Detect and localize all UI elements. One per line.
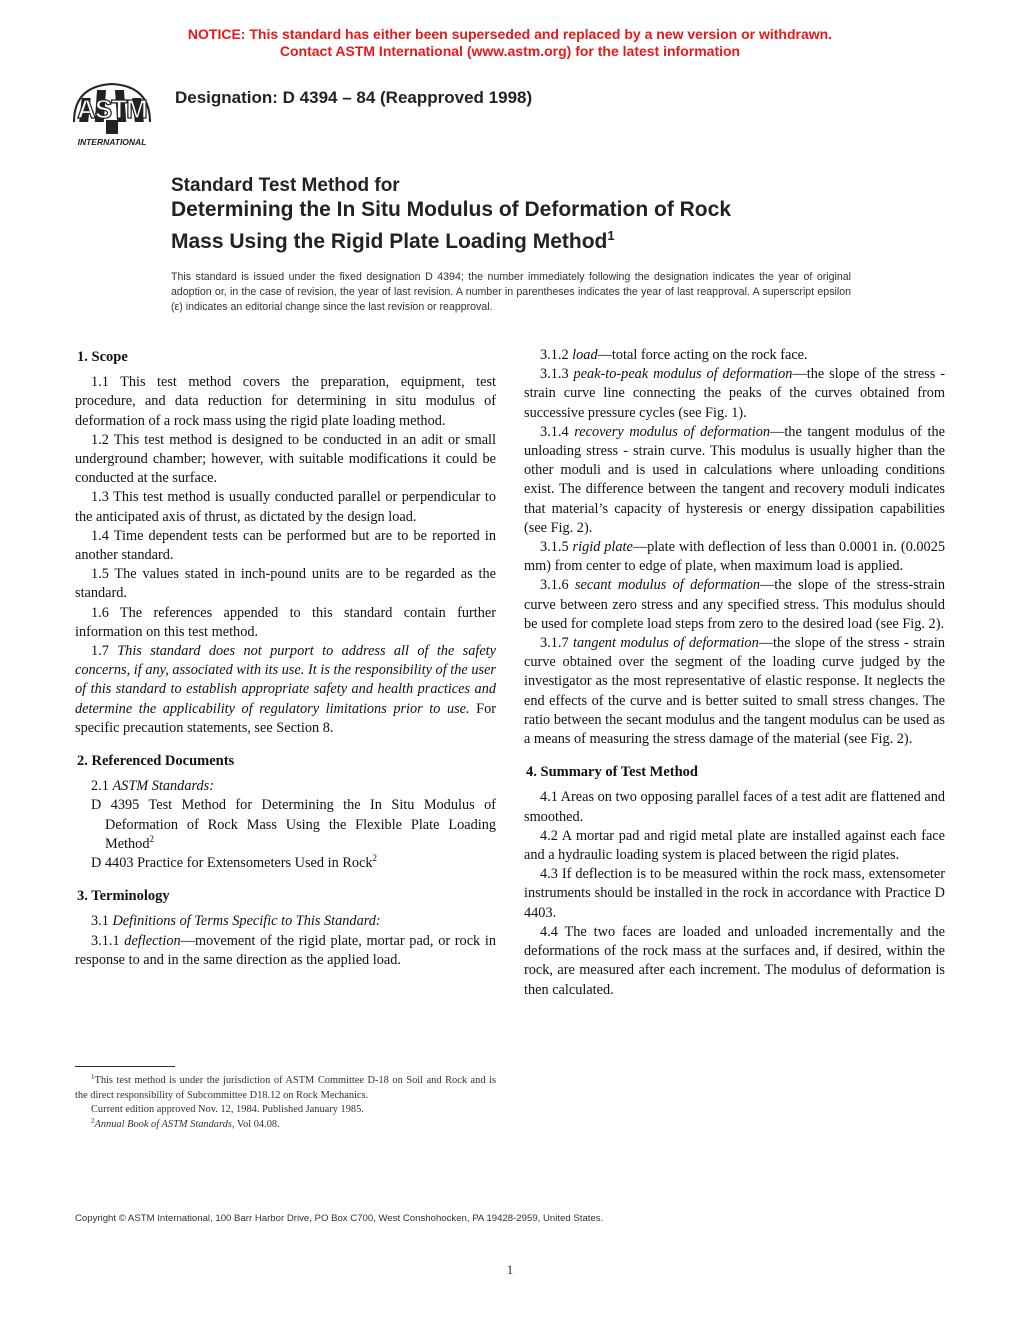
paragraph-4-1: 4.1 Areas on two opposing parallel faces of a test adit are flattened and smoothed. xyxy=(524,789,945,825)
footnote-2 xyxy=(75,1118,496,1133)
definition-secant-modulus-text: —the slope of the stress-strain curve between zero stress and any specified stress. This modulus should be used for complete load steps from zero to the desired load (see Fig. 2). xyxy=(524,577,946,632)
paragraph-1-2: 1.2 This test method is designed to be conducted in an adit or small underground chamber; however, with suitable modifications it could be conducted at the surface. xyxy=(75,431,496,487)
left-column xyxy=(75,345,496,970)
paragraph-2-1 xyxy=(75,777,496,796)
section-heading-summary: 4. Summary of Test Method xyxy=(526,764,698,781)
footnotes xyxy=(75,1074,496,1132)
footnote-divider xyxy=(75,1066,175,1067)
definition-deflection-term: deflection xyxy=(124,932,181,949)
logo-subtext: INTERNATIONAL xyxy=(77,137,147,147)
paragraph-2-1-number: 2.1 xyxy=(91,778,113,795)
paragraph-1-3: 1.3 This test method is usually conducted parallel or perpendicular to the anticipated axis of thrust, as dictated by the design load. xyxy=(75,489,496,525)
reference-d4395-text: D 4395 Test Method for Determining the In Situ Modulus of Deformation of Rock Mass Using the Flexible Plate Loading Method xyxy=(91,797,496,852)
title-line-2: Determining the In Situ Modulus of Deformation of Rock xyxy=(171,198,731,221)
definition-tangent-modulus xyxy=(524,634,945,749)
right-column xyxy=(524,346,945,1000)
section-heading-scope: 1. Scope xyxy=(77,349,128,365)
definition-recovery-modulus-term: recovery modulus of deformation xyxy=(574,423,771,440)
definition-deflection-text: —movement of the rigid plate, mortar pad, or rock in response to and in the same direction as the applied load. xyxy=(75,932,497,968)
footnote-1-mark: 1 xyxy=(91,1073,95,1081)
definition-tangent-modulus-text: —the slope of the stress - strain curve obtained over the segment of the loading curve judged by the investigator as the most representative of elastic response. It neglects the end effects of the curve and is better suited to small stress changes. The ratio between the secant modulus and the tangent modulus can be used as a means of measuring the stress damage of the material (see Fig. 2). xyxy=(524,635,946,748)
footnote-1-edition: Current edition approved Nov. 12, 1984. Published January 1985. xyxy=(91,1104,364,1115)
paragraph-3-1 xyxy=(75,912,496,931)
definition-rigid-plate-term: rigid plate xyxy=(572,539,633,556)
definition-rigid-plate xyxy=(524,538,945,576)
definition-recovery-modulus-number: 3.1.4 xyxy=(540,423,575,440)
definition-peak-to-peak xyxy=(524,365,945,423)
title-footnote-mark: 1 xyxy=(607,228,615,243)
definition-deflection-number: 3.1.1 xyxy=(91,932,125,949)
definition-rigid-plate-text: —plate with deflection of less than 0.0001 in. (0.0025 mm) from center to edge of plate, when maximum load is applied. xyxy=(524,539,946,575)
definition-secant-modulus xyxy=(524,576,945,634)
definition-load-number: 3.1.2 xyxy=(540,347,573,363)
paragraph-3-1-italic: Definitions of Terms Specific to This Standard: xyxy=(112,913,381,930)
page-number: 1 xyxy=(506,1262,514,1277)
astm-logo xyxy=(62,76,162,148)
paragraph-1-4: 1.4 Time dependent tests can be performed but are to be reported in another standard. xyxy=(75,527,496,564)
title-line-3-text: Mass Using the Rigid Plate Loading Method xyxy=(171,230,608,253)
paragraph-4-2: 4.2 A mortar pad and rigid metal plate are installed against each face and a hydraulic loading system is placed between the rigid plates. xyxy=(524,827,945,864)
astm-logo-mark xyxy=(62,76,162,148)
paragraph-1-7-rest: For specific precaution statements, see Section 8. xyxy=(75,700,496,736)
issuance-note: This standard is issued under the fixed designation D 4394; the number immediately following the designation indicates the year of original adoption or, in the case of revision, the year of last revision. A number in parentheses indicates the year of last reapproval. A superscript epsilon (ε) indicates an editorial change since the last revision or reapproval. xyxy=(171,271,851,313)
reference-d4395 xyxy=(75,796,496,854)
definition-peak-to-peak-term: peak-to-peak modulus of deformation xyxy=(573,366,793,383)
reference-d4403-sup: 2 xyxy=(372,853,377,864)
definition-peak-to-peak-number: 3.1.3 xyxy=(540,366,574,383)
paragraph-1-7-italic: This standard does not purport to address all of the safety concerns, if any, associated with its use. It is the responsibility of the user of this standard to establish appropriate safety and health practices and determine the applicability of regulatory limitations prior to use. xyxy=(75,643,496,717)
footnote-2-italic: Annual Book of ASTM Standards, xyxy=(94,1118,235,1130)
paragraph-2-1-italic: ASTM Standards: xyxy=(112,778,214,795)
footnote-2-mark: 2 xyxy=(91,1116,95,1125)
definition-secant-modulus-term: secant modulus of deformation xyxy=(574,577,760,594)
paragraph-3-1-number: 3.1 xyxy=(91,913,113,930)
reference-d4403 xyxy=(75,854,496,873)
reference-d4395-sup: 2 xyxy=(149,833,154,844)
notice-banner xyxy=(0,26,1020,60)
definition-tangent-modulus-term: tangent modulus of deformation xyxy=(573,635,759,652)
paragraph-1-7 xyxy=(75,642,496,738)
paragraph-4-4: 4.4 The two faces are loaded and unloaded incrementally and the deformations of the rock mass at the surfaces and, if desired, within the rock, are measured after each increment. The modulus of deformation is then calculated. xyxy=(524,923,945,998)
definition-deflection xyxy=(75,932,496,970)
footnote-1-text: This test method is under the jurisdiction of ASTM Committee D-18 on Soil and Rock and is the direct responsibility of Subcommittee D18.12 on Rock Mechanics. xyxy=(75,1075,496,1101)
section-heading-referenced-documents: 2. Referenced Documents xyxy=(77,753,235,770)
paragraph-1-5: 1.5 The values stated in inch-pound units are to be regarded as the standard. xyxy=(75,566,496,602)
section-heading-terminology: 3. Terminology xyxy=(77,888,170,905)
designation: Designation: D 4394 – 84 (Reapproved 1998) xyxy=(175,88,533,107)
definition-peak-to-peak-text: —the slope of the stress - strain curve line connecting the peaks of the curves obtained from successive pressure cycles (see Fig. 1). xyxy=(524,366,945,421)
definition-load-term: load xyxy=(572,347,598,363)
paragraph-1-7-number: 1.7 xyxy=(91,643,118,660)
copyright-line: Copyright © ASTM International, 100 Barr Harbor Drive, PO Box C700, West Conshohocken, PA 19428-2959, United States. xyxy=(75,1213,604,1224)
document-title xyxy=(171,175,871,255)
paragraph-4-3: 4.3 If deflection is to be measured within the rock mass, extensometer instruments should be installed in the rock in accordance with Practice D 4403. xyxy=(524,866,945,921)
definition-load-text: —total force acting on the rock face. xyxy=(597,347,808,363)
title-line-1: Standard Test Method for xyxy=(171,175,400,196)
notice-line-1: NOTICE: This standard has either been superseded and replaced by a new version or withdrawn. xyxy=(187,26,833,42)
definition-tangent-modulus-number: 3.1.7 xyxy=(540,635,574,652)
paragraph-1-1: 1.1 This test method covers the preparation, equipment, test procedure, and data reduction for determining in situ modulus of deformation of a rock mass using the rigid plate loading method. xyxy=(75,374,496,429)
definition-recovery-modulus xyxy=(524,423,945,538)
definition-rigid-plate-number: 3.1.5 xyxy=(540,539,573,556)
definition-secant-modulus-number: 3.1.6 xyxy=(540,577,575,594)
paragraph-1-6: 1.6 The references appended to this standard contain further information on this test method. xyxy=(75,604,496,640)
reference-d4403-text: D 4403 Practice for Extensometers Used in Rock xyxy=(91,855,373,872)
definition-recovery-modulus-text: —the tangent modulus of the unloading stress - strain curve. This modulus is usually higher than the other moduli and is used in calculations where unloading conditions exist. The difference between the tangent and recovery moduli indicates that material’s capacity of hysteresis or energy dissipation capabilities (see Fig. 2). xyxy=(524,423,945,536)
logo-text: ASTM xyxy=(77,94,147,124)
title-line-3 xyxy=(171,223,871,255)
definition-load xyxy=(524,346,945,365)
notice-line-2: Contact ASTM International (www.astm.org) for the latest information xyxy=(279,43,741,59)
footnote-1 xyxy=(75,1074,496,1103)
footnote-2-rest: Vol 04.08. xyxy=(234,1118,280,1130)
